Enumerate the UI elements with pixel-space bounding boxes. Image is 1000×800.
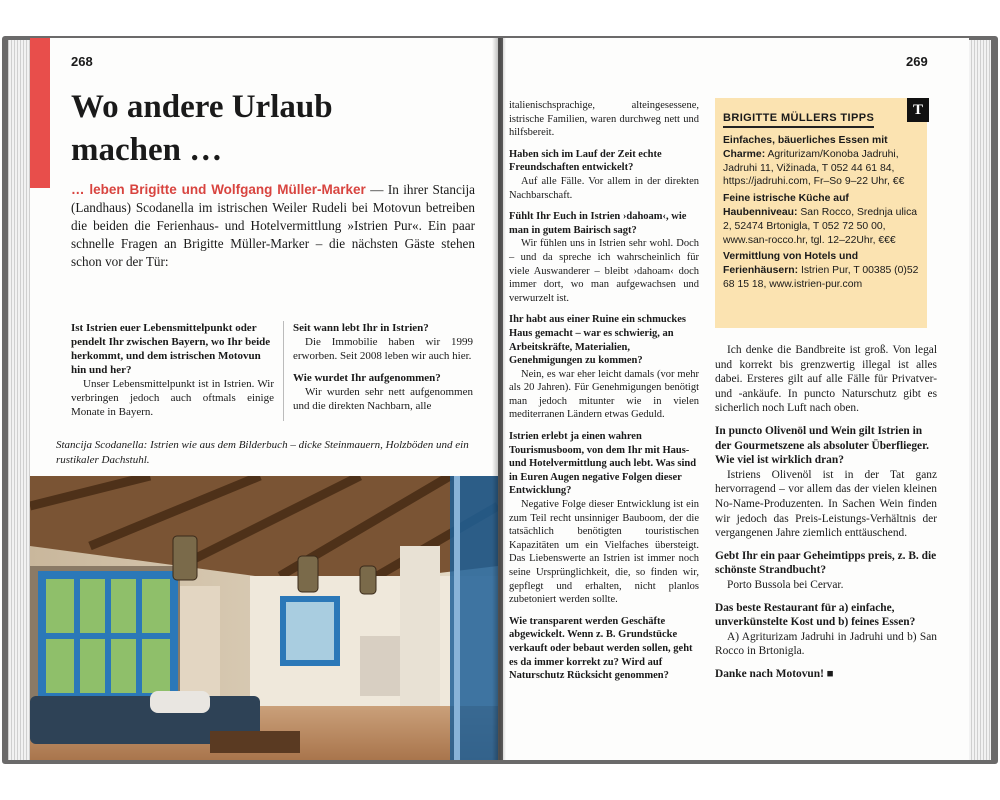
- answer: Auf alle Fälle. Vor allem in der direkten Nachbarschaft.: [509, 175, 699, 201]
- closing-line: Danke nach Motovun! ■: [715, 667, 834, 680]
- title-line-2: machen …: [71, 132, 223, 168]
- tips-heading: BRIGITTE MÜLLERS TIPPS: [723, 112, 874, 128]
- column-divider: [283, 321, 284, 421]
- answer: Porto Bussola bei Cervar.: [727, 578, 844, 591]
- tip-title: Feine istrische Küche auf Haubenniveau:: [723, 193, 849, 218]
- paragraph: Ich denke die Bandbreite ist groß. Von legal und korrekt bis grenzwertig illegal ist alles dabei. Ersteres gilt auf alle Fälle für Privatver- und -ankäufe. In puncto Naturschutz gibt es sicherlich noch Luft nach oben.: [715, 344, 937, 415]
- question: Haben sich im Lauf der Zeit echte Freundschaften entwickelt?: [509, 148, 662, 174]
- left-page-edges: [8, 40, 30, 760]
- answer: A) Agriturizam Jadruhi in Jadruhi und b) San Rocco in Brtonigla.: [715, 630, 937, 658]
- tip-entry: [723, 192, 919, 247]
- interior-photo-graphic: [30, 476, 498, 760]
- tip-text: San Rocco, Srednja ulica 2, 52474 Brtonigla, T 052 72 50 00, www.san-rocco.hr, tgl. 12–22Uhr, €€€: [723, 206, 918, 246]
- left-page: [30, 38, 498, 760]
- tips-box: [715, 98, 927, 328]
- question: Wie transparent werden Geschäfte abgewickelt. Wenn z. B. Grundstücke verkauft oder bebaut werden sollen, geht es da immer korrekt zu? Wird auf Naturschutz Rücksicht genommen?: [509, 615, 693, 682]
- question: In puncto Olivenöl und Wein gilt Istrien in der Gourmetszene als absoluter Überflieger. Wie viel ist wirklich dran?: [715, 424, 929, 467]
- tip-entry: [723, 250, 919, 291]
- question: Ihr habt aus einer Ruine ein schmuckes Haus gemacht – war es schwierig, an Arbeitskräfte, Materialien, Genehmigungen zu kommen?: [509, 314, 686, 367]
- page-number-right: 269: [906, 54, 928, 69]
- answer: Wir wurden sehr nett aufgenommen und die direkten Nachbarn, alle: [293, 386, 473, 412]
- answer: Istriens Olivenöl ist in der Tat ganz hervorragend – vor allem das der vielen kleinen No-Name-Produzenten. In Sachen Wein finden wir jedoch das Preis-Leistungs-Verhältnis der vergangenen Jahre ziemlich enttäuschend.: [715, 468, 937, 540]
- intro-text: — In ihrer Stancija (Landhaus) Scodanella im istrischen Weiler Rudeli bei Motovun betreiben die beiden die Ferienhaus- und Hotelvermittlung »Istrien Pur«. Ein paar schnelle Fragen an Brigitte Müller-Marker – die nächsten Gäste stehen schon vor der Tür:: [71, 182, 475, 269]
- intro-paragraph: [71, 181, 475, 271]
- page-number-left: 268: [71, 54, 93, 69]
- tips-badge: T: [907, 98, 929, 122]
- tip-entry: [723, 134, 919, 189]
- question: Das beste Restaurant für a) einfache, unverkünstelte Kost und b) feines Essen?: [715, 601, 916, 629]
- question: Gebt Ihr ein paar Geheimtipps preis, z. B. die schönste Strandbucht?: [715, 549, 937, 577]
- question: Istrien erlebt ja einen wahren Tourismusboom, von dem Ihr mit Haus- und Hotelvermittlung auch lebt. Was sind in Euren Augen negative Folgen dieser Entwicklung?: [509, 431, 697, 497]
- right-page-edges: [969, 40, 991, 760]
- question: Ist Istrien euer Lebensmittelpunkt oder pendelt Ihr zwischen Bayern, wo Ihr beide herkommt, und dem istrischen Motovun hin und her?: [71, 322, 271, 376]
- book-gutter: [492, 38, 506, 760]
- paragraph: italienischsprachige, alteingesessene, istrische Familien, waren durchweg nett und hilfsbereit.: [509, 100, 699, 139]
- answer: Unser Lebensmittelpunkt ist in Istrien. Wir verbringen jedoch auch oftmals einige Monate in Bayern.: [71, 378, 274, 418]
- answer: Die Immobilie haben wir 1999 erworben. Seit 2008 leben wir auch hier.: [293, 336, 473, 362]
- qa-column-1: [71, 321, 274, 427]
- answer: Nein, es war eher leicht damals (vor mehr als 20 Jahren). Für Genehmigungen benötigt man jedoch mitunter wie in vielen mediterranen Ländern etwas Geduld.: [509, 368, 699, 421]
- answer: Negative Folge dieser Entwicklung ist ein zum Teil recht unsinniger Bauboom, der die tatsächlich benötigten touristischen Kapazitäten um ein Vielfaches übersteigt. Das Liebenswerte an Istrien ist immer noch seine Ursprünglichkeit, die, so finden wir, gepflegt und erhalten, nicht planlos zubetoniert werden sollte.: [509, 499, 699, 606]
- page-title: [71, 86, 471, 172]
- qa-narrow-column: [509, 99, 699, 683]
- tip-title: Einfaches, bäuerliches Essen mit Charme:: [723, 135, 888, 160]
- tip-text: Agriturizam/Konoba Jadruhi, Jadruhi 11, Vižinada, T 052 44 61 84, https://jadruhi.com, Fr–So 9–22 Uhr, €€: [723, 148, 905, 188]
- title-line-1: Wo andere Urlaub: [71, 89, 333, 125]
- right-page: [503, 38, 969, 760]
- qa-column-2: [293, 321, 473, 421]
- question: Wie wurdet Ihr aufgenommen?: [293, 372, 441, 384]
- question: Fühlt Ihr Euch in Istrien ›dahoam‹, wie man in gutem Bairisch sagt?: [509, 211, 687, 236]
- tip-text: Istrien Pur, T 00385 (0)52 68 15 18, www.istrien-pur.com: [723, 265, 919, 290]
- qa-main-column: [715, 343, 937, 681]
- red-accent-bar: [30, 38, 50, 188]
- interior-photo: [30, 476, 498, 760]
- tip-title: Vermittlung von Hotels und Ferienhäusern:: [723, 251, 859, 277]
- question: Seit wann lebt Ihr in Istrien?: [293, 322, 429, 334]
- photo-caption: Stancija Scodanella: Istrien wie aus dem Bilderbuch – dicke Steinmauern, Holzböden und ein rustikaler Dachstuhl.: [56, 439, 469, 466]
- answer: Wir fühlen uns in Istrien sehr wohl. Doch – und da spreche ich wahrscheinlich für viele Auswanderer – bleibt ›dahoam‹ doch immer dort, wo man aufgewachsen und verwurzelt ist.: [509, 238, 699, 304]
- intro-lead: … leben Brigitte und Wolfgang Müller-Marker: [71, 182, 366, 197]
